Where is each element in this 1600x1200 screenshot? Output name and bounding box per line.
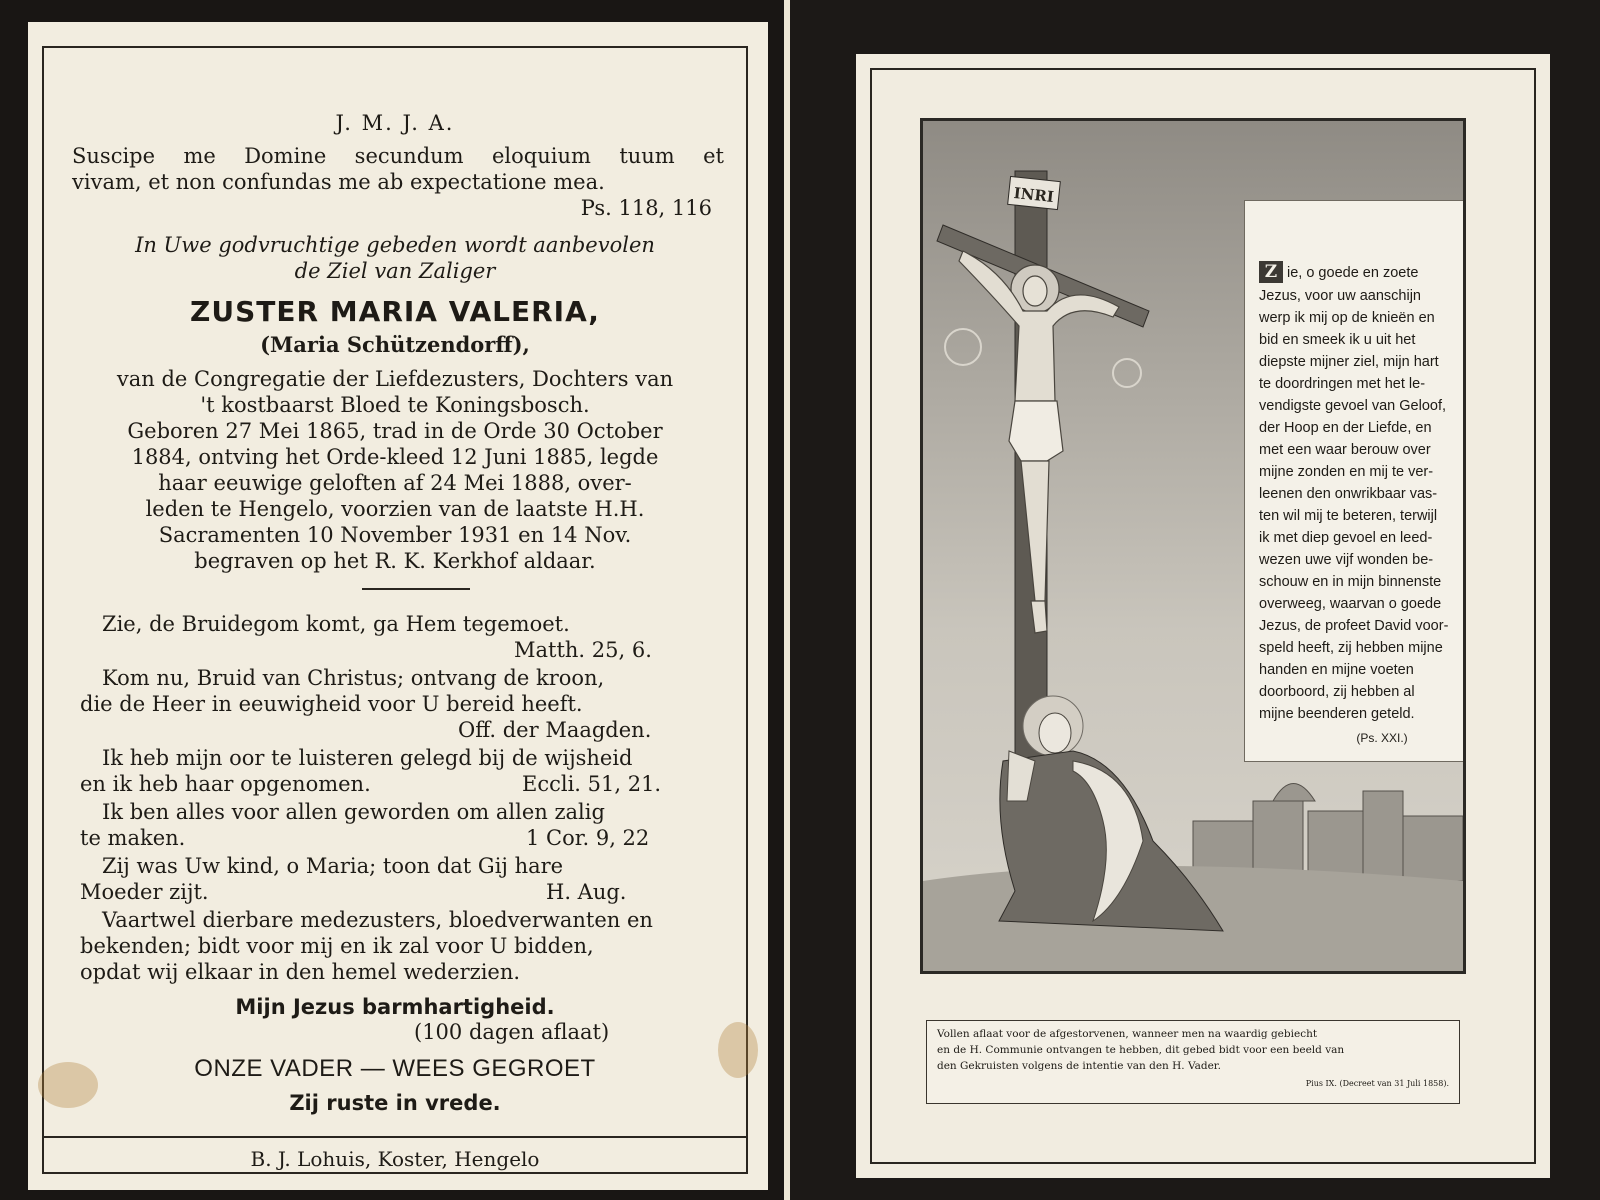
quote-line: te maken. [80,826,186,850]
footer-divider [44,1136,746,1138]
header-jmja: J. M. J. A. [335,111,455,135]
prayer-line: te doordringen met het le- [1259,376,1426,392]
prayer-line: doorboord, zij hebben al [1259,684,1415,700]
indulgence-note: (100 dagen aflaat) [414,1020,610,1044]
prayer-line: handen en mijne voeten [1259,662,1414,678]
quote-line: Moeder zijt. [80,880,209,904]
prayer-line: mijne zonden en mij te ver- [1259,464,1434,480]
prayer-line: wezen uwe vijf wonden be- [1259,552,1434,568]
left-card-frame [42,46,748,1174]
printer-imprint: B. J. Lohuis, Koster, Hengelo [250,1147,540,1171]
rest-in-peace: Zij ruste in vrede. [289,1091,501,1115]
right-card-paper [856,54,1550,1178]
age-stain [38,1062,98,1108]
quote-line: en ik heb haar opgenomen. [80,772,371,796]
quote-line: Ik ben alles voor allen geworden om allen zalig [102,800,605,824]
indulgence-caption [926,1020,1460,1104]
latin-verse-reference: Ps. 118, 116 [580,196,712,220]
prayer-line: mijne beenderen geteld. [1259,706,1415,722]
deceased-name: ZUSTER MARIA VALERIA, [190,295,600,328]
bio-line: Sacramenten 10 November 1931 en 14 Nov. [158,523,632,547]
prayer-line: ten wil mij te beteren, terwijl [1259,508,1438,524]
quote-reference: Off. der Maagden. [458,718,652,742]
latin-word: tuum [619,144,675,168]
quote-reference: H. Aug. [546,880,627,904]
latin-word: Domine [244,144,327,168]
bio-line: Geboren 27 Mei 1865, trad in de Orde 30 October [127,419,663,443]
quote-line: Vaartwel dierbare medezusters, bloedverwanten en [102,908,653,932]
prayer-line: bid en smeek ik u uit het [1259,332,1416,348]
prayer-line: leenen den onwrikbaar vas- [1259,486,1438,502]
prayers-line: ONZE VADER — WEES GEGROET [194,1055,596,1082]
prayer-line: ik met diep gevoel en leed- [1259,530,1433,546]
prayer-line: speld heeft, zij hebben mijne [1259,640,1443,656]
intro-line-2: de Ziel van Zaliger [294,259,496,283]
prayer-text: ie, o goede en zoete [1287,265,1419,281]
bio-line: 1884, ontving het Orde-kleed 12 Juni 1885, legde [131,445,659,469]
prayer-line: vendigste gevoel van Geloof, [1259,398,1447,414]
quote-line: Kom nu, Bruid van Christus; ontvang de kroon, [102,666,605,690]
prayer-first-line [1259,261,1466,284]
quote-line: bekenden; bidt voor mij en ik zal voor U bidden, [80,934,594,958]
prayer-line: met een waar berouw over [1259,442,1431,458]
quote-line: opdat wij elkaar in den hemel wederzien. [80,960,521,984]
bio-line: van de Congregatie der Liefdezusters, Dochters van [116,367,674,391]
caption-reference: Pius IX. (Decreet van 31 Juli 1858). [1305,1079,1449,1088]
intro-line-1: In Uwe godvruchtige gebeden wordt aanbevolen [135,233,655,257]
right-card [790,0,1600,1200]
left-card [0,0,784,1200]
latin-word: Suscipe [72,144,156,168]
prayer-line: schouw en in mijn binnenste [1259,574,1442,590]
quote-reference: Matth. 25, 6. [514,638,652,662]
caption-line: en de H. Communie ontvangen te hebben, dit gebed bidt voor een beeld van [937,1044,1345,1056]
latin-verse-line-1 [72,144,724,168]
latin-word: eloquium [491,144,591,168]
civil-name: (Maria Schützendorff), [260,332,530,357]
quote-reference: 1 Cor. 9, 22 [526,826,650,850]
crucifixion-engraving [920,118,1466,974]
quote-line: Zij was Uw kind, o Maria; toon dat Gij hare [102,854,564,878]
latin-word: me [183,144,216,168]
ejaculation: Mijn Jezus barmhartigheid. [235,995,555,1019]
prayer-line: Jezus, de profeet David voor- [1259,618,1449,634]
prayer-line: Jezus, voor uw aanschijn [1259,288,1421,304]
quote-line: Ik heb mijn oor te luisteren gelegd bij de wijsheid [102,746,633,770]
prayer-line: werp ik mij op de knieën en [1259,310,1435,326]
prayer-scroll [1245,201,1466,761]
latin-word: secundum [354,144,464,168]
quote-line: die de Heer in eeuwigheid voor U bereid heeft. [80,692,583,716]
quote-reference: Eccli. 51, 21. [522,772,662,796]
left-card-paper [28,22,768,1190]
prayer-reference: (Ps. XXI.) [1356,731,1408,745]
bio-line: begraven op het R. K. Kerkhof aldaar. [194,549,596,573]
latin-word: et [703,144,724,168]
caption-line: den Gekruisten volgens de intentie van den H. Vader. [937,1060,1221,1072]
latin-verse-line-2: vivam, et non confundas me ab expectatione mea. [72,170,605,194]
drop-cap: Z [1259,261,1283,283]
bio-line: haar eeuwige geloften af 24 Mei 1888, over- [158,471,632,495]
prayer-line: diepste mijner ziel, mijn hart [1259,354,1439,370]
bio-line: 't kostbaarst Bloed te Koningsbosch. [200,393,590,417]
prayer-line: overweeg, waarvan o goede [1259,596,1442,612]
section-divider [362,588,470,590]
age-stain [718,1022,758,1078]
quote-line: Zie, de Bruidegom komt, ga Hem tegemoet. [102,612,570,636]
caption-line: Vollen aflaat voor de afgestorvenen, wanneer men na waardig gebiecht [937,1028,1318,1040]
inri-text: INRI [1012,183,1055,207]
bio-line: leden te Hengelo, voorzien van de laatste H.H. [145,497,645,521]
prayer-line: der Hoop en der Liefde, en [1259,420,1432,436]
